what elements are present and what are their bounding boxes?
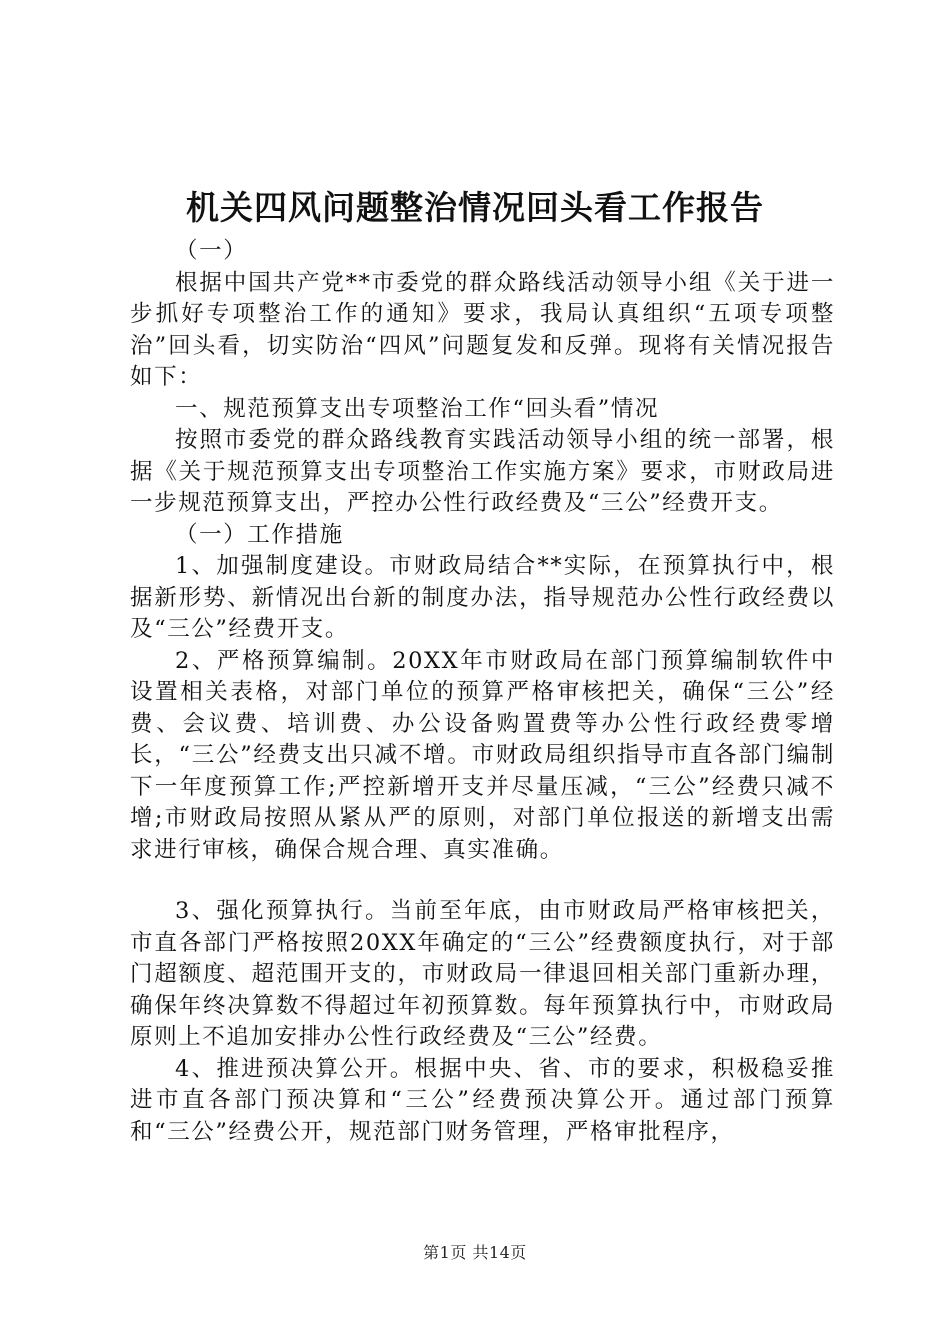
list-item: 4、推进预决算公开。根据中央、省、市的要求，积极稳妥推进市直各部门预决算和“三公”经费预决算公开。通过部门预算和“三公”经费公开，规范部门财务管理，严格审批程序， (130, 1055, 835, 1145)
list-item: 2、严格预算编制。20XX年市财政局在部门预算编制软件中设置相关表格，对部门单位的预算严格审核把关，确保“三公”经费、会议费、培训费、办公设备购置费等办公性行政经费零增长，“三公”经费支出只减不增。市财政局组织指导市直各部门编制下一年度预算工作;严控新增开支并尽量压减，“三公”经费只减不增;市财政局按照从紧从严的原则，对部门单位报送的新增支出需求进行审核，确保合规合理、真实准确。 (130, 647, 835, 863)
section-marker: （一） (175, 238, 248, 264)
section-heading: 一、规范预算支出专项整治工作“回头看”情况 (175, 395, 660, 422)
paragraph-intro: 根据中国共产党**市委党的群众路线活动领导小组《关于进一步抓好专项整治工作的通知》要求，我局认真组织“五项专项整治”回头看，切实防治“四风”问题复发和反弹。现将有关情况报告如下： (130, 269, 835, 390)
document-body (130, 236, 835, 1148)
document-title: 机关四风问题整治情况回头看工作报告 (186, 188, 764, 227)
page-number-footer: 第1页 共14页 (423, 1243, 527, 1262)
list-item: 3、强化预算执行。当前至年底，由市财政局严格审核把关，市直各部门严格按照20XX年确定的“三公”经费额度执行，对于部门超额度、超范围开支的，市财政局一律退回相关部门重新办理，确保年终决算数不得超过年初预算数。每年预算执行中，市财政局原则上不追加安排办公性行政经费及“三公”经费。 (130, 898, 835, 1050)
list-item: 1、加强制度建设。市财政局结合**实际，在预算执行中，根据新形势、新情况出台新的制度办法，指导规范办公性行政经费以及“三公”经费开支。 (130, 553, 835, 642)
subsection-heading: （一）工作措施 (175, 521, 344, 548)
paragraph: 按照市委党的群众路线教育实践活动领导小组的统一部署，根据《关于规范预算支出专项整治工作实施方案》要求，市财政局进一步规范预算支出，严控办公性行政经费及“三公”经费开支。 (130, 427, 835, 516)
